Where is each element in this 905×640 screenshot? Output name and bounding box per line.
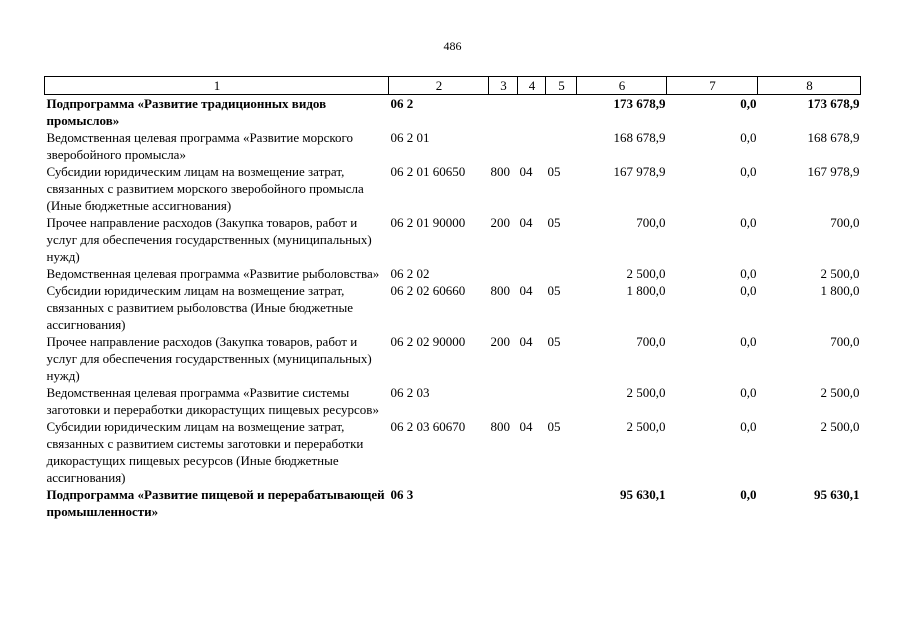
column-header: 6 — [577, 77, 667, 95]
row-section-cell: 04 — [519, 164, 533, 179]
row-name-cell: Прочее направление расходов (Закупка товаров, работ и услуг для обеспечения государственных (муниципальных) нужд) — [46, 334, 372, 383]
row-code-cell: 06 2 — [390, 96, 414, 111]
row-col6-amount: 2 500,0 — [626, 419, 666, 434]
row-section-cell — [518, 95, 546, 130]
row-col8-amount: 173 678,9 — [807, 96, 860, 111]
row-col6-amount: 168 678,9 — [613, 130, 666, 145]
row-subsection-cell: 05 — [547, 215, 561, 230]
row-col7-amount: 0,0 — [740, 487, 757, 502]
row-code-cell: 06 2 01 — [390, 130, 430, 145]
row-col6-amount: 173 678,9 — [613, 96, 666, 111]
row-code-cell: 06 2 02 — [390, 266, 430, 281]
row-col7-amount: 0,0 — [740, 164, 757, 179]
row-code-cell: 06 2 02 60660 — [390, 283, 466, 298]
row-expense-type-cell — [489, 95, 518, 130]
row-expense-type-cell: 800 — [490, 419, 510, 434]
row-name-cell: Подпрограмма «Развитие традиционных видов промыслов» — [46, 96, 327, 128]
row-col7-amount: 0,0 — [740, 266, 757, 281]
table-row — [45, 214, 861, 265]
row-col7-amount: 0,0 — [740, 130, 757, 145]
row-subsection-cell: 05 — [547, 164, 561, 179]
row-code-cell: 06 2 01 90000 — [390, 215, 466, 230]
column-header: 8 — [758, 77, 861, 95]
row-expense-type-cell: 200 — [490, 215, 510, 230]
row-section-cell: 04 — [519, 334, 533, 349]
table-row — [45, 333, 861, 384]
row-section-cell — [518, 486, 546, 520]
column-header: 7 — [667, 77, 758, 95]
page-number: 486 — [443, 39, 462, 53]
row-col7-amount: 0,0 — [740, 283, 757, 298]
row-section-cell: 04 — [519, 419, 533, 434]
row-expense-type-cell — [489, 265, 518, 282]
row-subsection-cell — [546, 486, 577, 520]
row-col8-amount: 700,0 — [830, 334, 860, 349]
row-col6-amount: 2 500,0 — [626, 266, 666, 281]
row-col8-amount: 700,0 — [830, 215, 860, 230]
row-col7-amount: 0,0 — [740, 96, 757, 111]
row-expense-type-cell — [489, 384, 518, 418]
column-header: 4 — [518, 77, 546, 95]
row-subsection-cell — [546, 95, 577, 130]
row-name-cell: Ведомственная целевая программа «Развитие морского зверобойного промысла» — [46, 130, 354, 162]
row-code-cell: 06 2 03 60670 — [390, 419, 466, 434]
row-col6-amount: 700,0 — [636, 215, 666, 230]
row-section-cell — [518, 384, 546, 418]
table-row — [45, 95, 861, 130]
column-header: 5 — [546, 77, 577, 95]
row-section-cell: 04 — [519, 215, 533, 230]
row-name-cell: Субсидии юридическим лицам на возмещение затрат, связанных с развитием морского зверобойного промысла (Иные бюджетные ассигнования) — [46, 164, 364, 213]
table-row — [45, 486, 861, 520]
table-header-row — [45, 77, 861, 95]
table-body — [45, 95, 861, 521]
row-col8-amount: 168 678,9 — [807, 130, 860, 145]
row-subsection-cell: 05 — [547, 419, 561, 434]
row-section-cell — [518, 129, 546, 163]
column-header: 1 — [45, 77, 389, 95]
row-col7-amount: 0,0 — [740, 215, 757, 230]
row-col8-amount: 2 500,0 — [820, 385, 860, 400]
row-col7-amount: 0,0 — [740, 334, 757, 349]
row-col7-amount: 0,0 — [740, 419, 757, 434]
row-subsection-cell — [546, 265, 577, 282]
row-code-cell: 06 3 — [390, 487, 414, 502]
row-name-cell: Субсидии юридическим лицам на возмещение затрат, связанных с развитием рыболовства (Иные бюджетные ассигнования) — [46, 283, 354, 332]
row-col8-amount: 167 978,9 — [807, 164, 860, 179]
row-subsection-cell — [546, 129, 577, 163]
row-expense-type-cell — [489, 129, 518, 163]
row-section-cell — [518, 265, 546, 282]
row-col8-amount: 2 500,0 — [820, 419, 860, 434]
row-col7-amount: 0,0 — [740, 385, 757, 400]
row-col8-amount: 1 800,0 — [820, 283, 860, 298]
table-row — [45, 282, 861, 333]
row-section-cell: 04 — [519, 283, 533, 298]
table-row — [45, 129, 861, 163]
row-subsection-cell: 05 — [547, 334, 561, 349]
row-name-cell: Прочее направление расходов (Закупка товаров, работ и услуг для обеспечения государственных (муниципальных) нужд) — [46, 215, 372, 264]
row-col6-amount: 2 500,0 — [626, 385, 666, 400]
row-name-cell: Ведомственная целевая программа «Развитие рыболовства» — [46, 266, 380, 281]
row-expense-type-cell — [489, 486, 518, 520]
row-subsection-cell — [546, 384, 577, 418]
row-code-cell: 06 2 02 90000 — [390, 334, 466, 349]
row-col6-amount: 167 978,9 — [613, 164, 666, 179]
row-expense-type-cell: 200 — [490, 334, 510, 349]
row-col8-amount: 2 500,0 — [820, 266, 860, 281]
column-header: 2 — [389, 77, 489, 95]
column-header: 3 — [489, 77, 518, 95]
row-code-cell: 06 2 03 — [390, 385, 430, 400]
row-subsection-cell: 05 — [547, 283, 561, 298]
table-row — [45, 418, 861, 486]
row-col8-amount: 95 630,1 — [814, 487, 860, 502]
table-row — [45, 265, 861, 282]
row-col6-amount: 95 630,1 — [620, 487, 666, 502]
row-name-cell: Ведомственная целевая программа «Развитие системы заготовки и переработки дикорастущих пищевых ресурсов» — [46, 385, 379, 417]
row-name-cell: Субсидии юридическим лицам на возмещение затрат, связанных с развитием системы заготовки и переработки дикорастущих пищевых ресурсов (Иные бюджетные ассигнования) — [46, 419, 364, 485]
table-row — [45, 163, 861, 214]
row-code-cell: 06 2 01 60650 — [390, 164, 466, 179]
budget-table — [44, 76, 861, 520]
table-row — [45, 384, 861, 418]
row-expense-type-cell: 800 — [490, 164, 510, 179]
row-col6-amount: 1 800,0 — [626, 283, 666, 298]
row-name-cell: Подпрограмма «Развитие пищевой и перерабатывающей промышленности» — [46, 487, 385, 519]
row-col6-amount: 700,0 — [636, 334, 666, 349]
row-expense-type-cell: 800 — [490, 283, 510, 298]
